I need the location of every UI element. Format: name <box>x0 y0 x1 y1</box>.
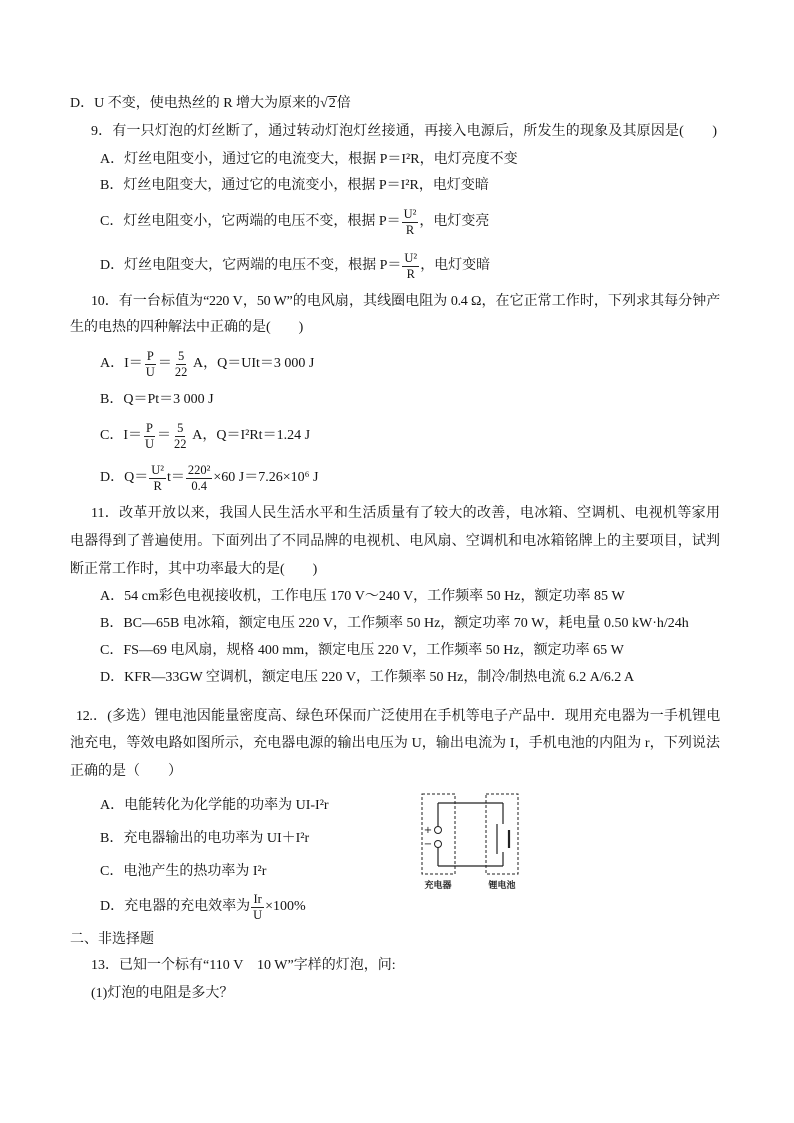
q10-option-a-suffix: A，Q＝UIt＝3 000 J <box>190 356 315 371</box>
positive-terminal <box>435 827 442 834</box>
sqrt-symbol: √ <box>320 96 328 111</box>
q10-option-a-text: A．I＝ <box>100 356 143 371</box>
q12-option-a: A．电能转化为化学能的功率为 UI-I²r <box>100 798 329 813</box>
q9-option-c-suffix: ，电灯变亮 <box>419 214 490 229</box>
q10-stem-line2: 生的电热的四种解法中正确的是( ) <box>70 320 304 335</box>
q9-option-d-text: D．灯丝电阻变大，它两端的电压不变，根据 P＝ <box>100 258 402 273</box>
fraction <box>149 463 166 494</box>
q10-option-c <box>100 414 310 458</box>
q10-option-d-mid: t＝ <box>167 470 185 485</box>
plus-sign: + <box>423 825 433 836</box>
q9-option-d <box>100 244 490 288</box>
q9-option-d-suffix: ，电灯变暗 <box>420 258 491 273</box>
q10-option-a <box>100 342 314 386</box>
fraction-denominator: 22 <box>174 436 187 451</box>
q11-stem-line1: 11．改革开放以来，我国人民生活水平和生活质量有了较大的改善，电冰箱、空调机、电视机等家用 <box>91 506 720 521</box>
battery-dashed-box <box>486 794 518 874</box>
q12-stem-line3: 正确的是（ ） <box>70 764 182 779</box>
q11-option-a: A．54 cm彩色电视接收机，工作电压 170 V～240 V，工作频率 50 Hz，额定功率 85 W <box>100 589 625 604</box>
minus-sign: − <box>423 839 433 850</box>
negative-terminal <box>435 841 442 848</box>
fraction-denominator: U <box>145 436 155 451</box>
fraction <box>402 207 419 238</box>
q12-stem-line2: 池充电，等效电路如图所示，充电器电源的输出电压为 U，输出电流为 I，手机电池的内阻为 r，下列说法 <box>70 736 720 751</box>
q9-option-a: A．灯丝电阻变小，通过它的电流变大，根据 P＝I²R，电灯亮度不变 <box>100 152 518 167</box>
q12-option-d <box>100 885 306 929</box>
q10-option-d-text: D．Q＝ <box>100 470 149 485</box>
fraction <box>402 251 419 282</box>
q11-option-d: D．KFR—33GW 空调机，额定电压 220 V，工作频率 50 Hz，制冷/制热电流 6.2 A/6.2 A <box>100 670 635 685</box>
q11-stem-line2: 电器得到了普遍使用。下面列出了不同品牌的电视机、电风扇、空调机和电冰箱铭牌上的主要项目，试判 <box>70 534 720 549</box>
charger-label: 充电器 <box>424 881 452 891</box>
fraction-numerator: 5 <box>177 420 184 435</box>
q12-option-d-text: D．充电器的充电效率为 <box>100 899 251 914</box>
q9-stem: 9．有一只灯泡的灯丝断了，通过转动灯泡灯丝接通，再接入电源后，所发生的现象及其原因是( ) <box>91 124 717 139</box>
q13-stem: 13．已知一个标有“110 V 10 W”字样的灯泡，问: <box>91 958 396 973</box>
fraction-denominator: 0.4 <box>191 478 207 493</box>
fraction-numerator: U² <box>404 250 418 265</box>
q10-stem-line1: 10．有一台标值为“220 V，50 W”的电风扇，其线圈电阻为 0.4 Ω，在它正常工作时，下列求其每分钟产 <box>91 294 720 309</box>
fraction <box>144 349 157 380</box>
q10-option-d <box>100 456 318 500</box>
fraction-denominator: 22 <box>174 364 188 379</box>
section-heading: 二、非选择题 <box>70 932 154 947</box>
q9-option-c <box>100 200 489 244</box>
fraction-numerator: Ir <box>253 891 262 906</box>
q11-option-b: B．BC—65B 电冰箱，额定电压 220 V，工作频率 50 Hz，额定功率 70 W，耗电量 0.50 kW·h/24h <box>100 616 689 631</box>
q12-option-b: B．充电器输出的电功率为 UI＋I²r <box>100 831 310 846</box>
fraction-denominator: U <box>145 364 155 379</box>
fraction <box>172 421 189 452</box>
fraction <box>251 892 264 923</box>
q10-option-d-suffix: ×60 J＝7.26×10⁶ J <box>213 470 319 485</box>
q10-option-c-suffix: A，Q＝I²Rt＝1.24 J <box>189 428 311 443</box>
fraction-denominator: R <box>405 222 415 237</box>
q8-option-d-suffix: 倍 <box>336 96 351 111</box>
q13-part1: (1)灯泡的电阻是多大？ <box>91 986 234 1001</box>
q12-stem-line1: 12.．(多选）锂电池因能量密度高、绿色环保而广泛使用在手机等电子产品中．现用充电器为一手机锂电 <box>76 709 720 724</box>
fraction-numerator: 220² <box>187 462 211 477</box>
fraction <box>186 463 213 494</box>
q8-option-d <box>70 94 351 114</box>
q11-stem-line3: 断正常工作时，其中功率最大的是( ) <box>70 562 318 577</box>
q12-option-d-suffix: ×100% <box>265 899 306 914</box>
q12-option-c: C．电池产生的热功率为 I²r <box>100 864 267 879</box>
sqrt-radicand: 2 <box>328 96 336 111</box>
q10-option-c-text: C．I＝ <box>100 428 142 443</box>
fraction <box>173 349 190 380</box>
fraction-numerator: U² <box>403 206 417 221</box>
fraction-numerator: P <box>146 420 153 435</box>
fraction-denominator: U <box>253 907 263 922</box>
q9-option-c-text: C．灯丝电阻变小，它两端的电压不变，根据 P＝ <box>100 214 401 229</box>
q8-option-d-text: D．U 不变，使电热丝的 R 增大为原来的 <box>70 96 321 111</box>
fraction <box>143 421 156 452</box>
fraction-denominator: R <box>153 478 162 493</box>
equals-sign: ＝ <box>157 428 172 443</box>
equals-sign: ＝ <box>157 356 172 371</box>
fraction-denominator: R <box>406 266 415 281</box>
battery-label: 锂电池 <box>488 881 516 891</box>
fraction-numerator: U² <box>151 462 165 477</box>
q11-option-c: C．FS—69 电风扇，规格 400 mm，额定电压 220 V，工作频率 50 Hz，额定功率 65 W <box>100 643 624 658</box>
q9-option-b: B．灯丝电阻变大，通过它的电流变小，根据 P＝I²R，电灯变暗 <box>100 178 489 193</box>
q10-option-b: B．Q＝Pt＝3 000 J <box>100 392 214 407</box>
charging-circuit-diagram <box>415 788 525 893</box>
fraction-numerator: 5 <box>177 348 185 363</box>
fraction-numerator: P <box>146 348 154 363</box>
